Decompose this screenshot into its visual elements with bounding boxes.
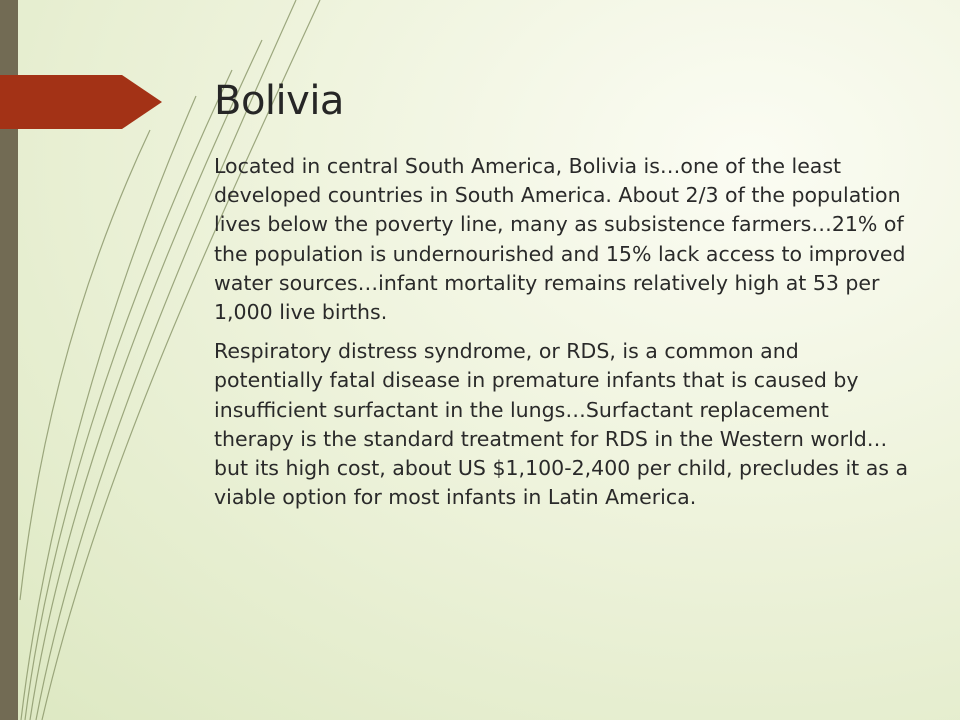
body-paragraph: Located in central South America, Bolivia is…one of the least developed countries in South America. About 2/3 of the population lives below the poverty line, many as subsistence farmers…21% of the population is undernourished and 15% lack access to improved water sources…infant mortality remains relatively high at 53 per 1,000 live births.: [214, 154, 906, 325]
slide-title: Bolivia: [214, 78, 344, 124]
body-paragraph: Respiratory distress syndrome, or RDS, is a common and potentially fatal disease in premature infants that is caused by insufficient surfactant in the lungs…Surfactant replacement therapy is the standard treatment for RDS in the Western world…but its high cost, about US $1,100-2,400 per child, precludes it as a viable option for most infants in Latin America.: [214, 339, 909, 510]
slide-body: [214, 152, 914, 522]
